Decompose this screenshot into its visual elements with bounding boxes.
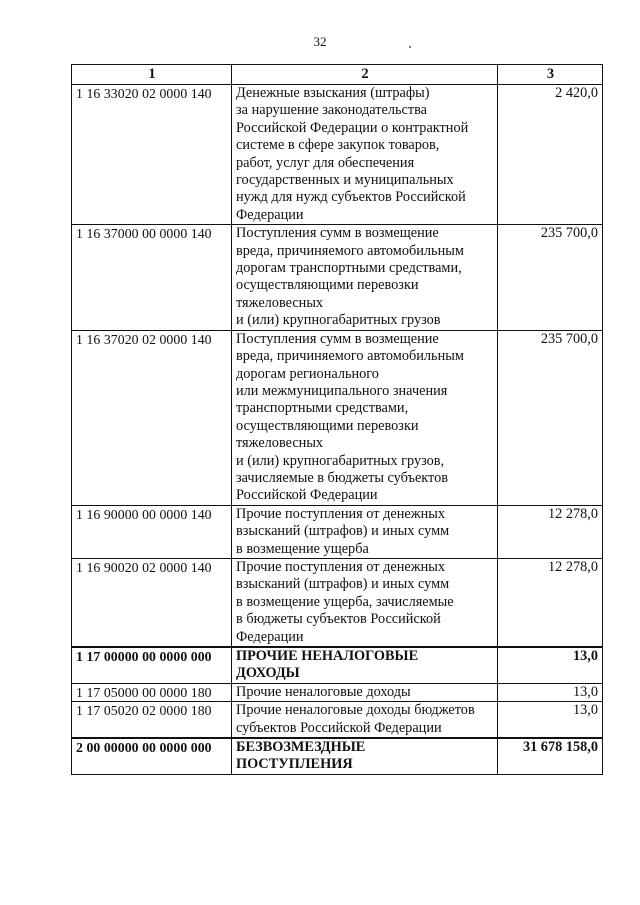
table-row	[72, 702, 603, 738]
row-code: 1 16 33020 02 0000 140	[72, 85, 232, 225]
row-amount: 31 678 158,0	[498, 738, 603, 774]
row-name: Поступления сумм в возмещение вреда, причиняемого автомобильным дорогам регионального или межмуниципального значения транспортными средствами, осуществляющими перевозки тяжеловесных и (или) крупногабаритных грузов, зачисляемые в бюджеты субъектов Российской Федерации	[232, 330, 498, 505]
row-code: 1 16 37000 00 0000 140	[72, 225, 232, 330]
table-row	[72, 330, 603, 505]
table-row	[72, 683, 603, 701]
row-name: Денежные взыскания (штрафы) за нарушение законодательства Российской Федерации о контрактной системе в сфере закупок товаров, работ, услуг для обеспечения государственных и муниципальных нужд для нужд субъектов Российской Федерации	[232, 85, 498, 225]
page-number: 32	[313, 34, 327, 49]
row-amount: 13,0	[498, 683, 603, 701]
row-name: Прочие поступления от денежных взысканий (штрафов) и иных сумм в возмещение ущерба	[232, 505, 498, 558]
row-code: 1 16 37020 02 0000 140	[72, 330, 232, 505]
row-name: ПРОЧИЕ НЕНАЛОГОВЫЕ ДОХОДЫ	[232, 647, 498, 683]
table-row	[72, 85, 603, 225]
row-amount: 13,0	[498, 702, 603, 738]
row-code: 1 17 05020 02 0000 180	[72, 702, 232, 738]
revenue-table	[71, 64, 603, 775]
scan-speck	[409, 46, 411, 48]
row-code: 1 16 90000 00 0000 140	[72, 505, 232, 558]
column-header-code: 1	[72, 65, 232, 85]
header-row	[72, 65, 603, 85]
table-row-section-total	[72, 647, 603, 683]
column-header-name: 2	[232, 65, 498, 85]
table-row	[72, 505, 603, 558]
row-code: 2 00 00000 00 0000 000	[72, 738, 232, 774]
row-name: Прочие поступления от денежных взысканий (штрафов) и иных сумм в возмещение ущерба, зачисляемые в бюджеты субъектов Российской Федерации	[232, 558, 498, 647]
row-name: БЕЗВОЗМЕЗДНЫЕ ПОСТУПЛЕНИЯ	[232, 738, 498, 774]
row-code: 1 17 00000 00 0000 000	[72, 647, 232, 683]
row-amount: 12 278,0	[498, 558, 603, 647]
row-name: Прочие неналоговые доходы бюджетов субъектов Российской Федерации	[232, 702, 498, 738]
row-name: Поступления сумм в возмещение вреда, причиняемого автомобильным дорогам транспортными средствами, осуществляющими перевозки тяжеловесных и (или) крупногабаритных грузов	[232, 225, 498, 330]
row-code: 1 16 90020 02 0000 140	[72, 558, 232, 647]
row-amount: 13,0	[498, 647, 603, 683]
row-amount: 235 700,0	[498, 330, 603, 505]
row-amount: 2 420,0	[498, 85, 603, 225]
table-row	[72, 558, 603, 647]
row-name: Прочие неналоговые доходы	[232, 683, 498, 701]
table-row-section-total	[72, 738, 603, 774]
row-amount: 12 278,0	[498, 505, 603, 558]
row-amount: 235 700,0	[498, 225, 603, 330]
table-row	[72, 225, 603, 330]
column-header-amount: 3	[498, 65, 603, 85]
row-code: 1 17 05000 00 0000 180	[72, 683, 232, 701]
